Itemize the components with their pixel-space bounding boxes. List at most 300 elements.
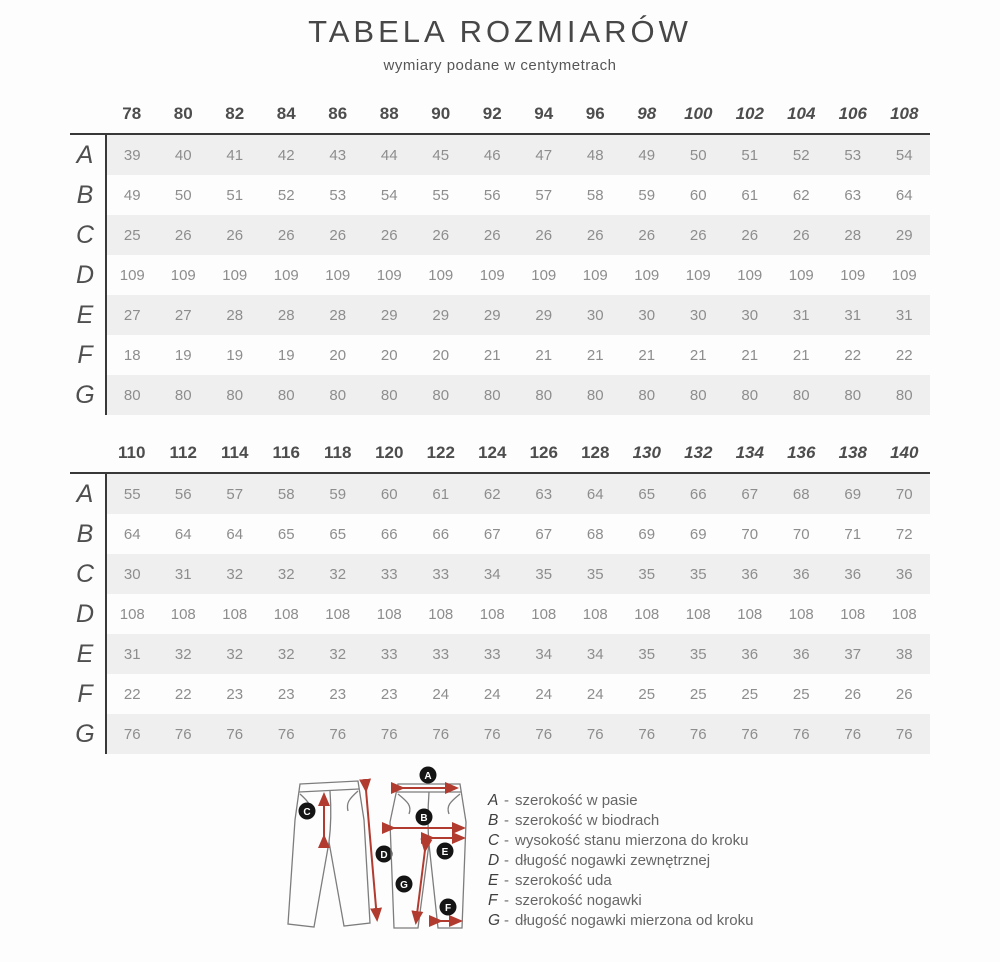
measure-cell: 48 bbox=[570, 134, 622, 175]
measure-cell: 31 bbox=[879, 295, 931, 335]
measure-cell: 69 bbox=[638, 525, 656, 543]
measure-cell: 23 bbox=[226, 685, 244, 703]
legend-label: długość nogawki zewnętrznej bbox=[515, 852, 711, 869]
measure-cell: 76 bbox=[827, 714, 879, 754]
measure-cell: 60 bbox=[689, 186, 707, 204]
measure-cell: 18 bbox=[123, 346, 141, 364]
legend-separator: - bbox=[504, 792, 509, 809]
size-header-cell: 94 bbox=[534, 104, 554, 123]
measure-cell: 80 bbox=[827, 375, 879, 415]
measure-row-g bbox=[70, 714, 930, 754]
page-title: TABELA ROZMIARÓW bbox=[308, 14, 692, 49]
measure-cell: 31 bbox=[158, 554, 210, 594]
measure-cell: 80 bbox=[621, 375, 673, 415]
legend-label: szerokość nogawki bbox=[515, 892, 642, 909]
measure-cell: 60 bbox=[364, 473, 416, 514]
measure-cell: 35 bbox=[570, 554, 622, 594]
measure-cell: 108 bbox=[891, 605, 917, 623]
measure-cell: 31 bbox=[106, 634, 158, 674]
measure-cell: 58 bbox=[261, 473, 313, 514]
measure-row-d bbox=[70, 255, 930, 295]
measure-cell: 34 bbox=[467, 554, 519, 594]
measure-cell: 30 bbox=[570, 295, 622, 335]
measure-cell: 30 bbox=[621, 295, 673, 335]
size-header-cell: 100 bbox=[684, 104, 713, 123]
measure-cell: 67 bbox=[724, 473, 776, 514]
measure-cell: 36 bbox=[827, 554, 879, 594]
size-header-cell: 122 bbox=[426, 443, 455, 462]
measure-cell: 26 bbox=[724, 215, 776, 255]
row-label: C bbox=[70, 554, 106, 594]
measure-cell: 109 bbox=[737, 266, 763, 284]
measure-cell: 109 bbox=[531, 266, 557, 284]
legend-item-a bbox=[488, 791, 753, 811]
measure-cell: 33 bbox=[364, 634, 416, 674]
measure-cell: 108 bbox=[840, 605, 866, 623]
measure-cell: 72 bbox=[895, 525, 913, 543]
measure-cell: 36 bbox=[724, 554, 776, 594]
measure-cell: 56 bbox=[483, 186, 501, 204]
legend-separator: - bbox=[504, 812, 509, 829]
size-header-cell: 102 bbox=[735, 104, 764, 123]
measure-cell: 27 bbox=[158, 295, 210, 335]
measure-cell: 30 bbox=[106, 554, 158, 594]
measure-cell: 59 bbox=[312, 473, 364, 514]
measure-row-c bbox=[70, 554, 930, 594]
measure-cell: 28 bbox=[312, 295, 364, 335]
measure-cell: 46 bbox=[467, 134, 519, 175]
measure-cell: 76 bbox=[312, 714, 364, 754]
measure-cell: 108 bbox=[737, 605, 763, 623]
row-label: G bbox=[70, 714, 106, 754]
measure-cell: 55 bbox=[432, 186, 450, 204]
measure-cell: 23 bbox=[277, 685, 295, 703]
size-header-cell: 116 bbox=[272, 443, 300, 462]
measure-cell: 40 bbox=[158, 134, 210, 175]
measure-cell: 109 bbox=[891, 266, 917, 284]
measure-cell: 80 bbox=[776, 375, 828, 415]
measure-cell: 50 bbox=[174, 186, 192, 204]
measure-cell: 63 bbox=[844, 186, 862, 204]
measure-row-d bbox=[70, 594, 930, 634]
measure-cell: 80 bbox=[312, 375, 364, 415]
measure-cell: 44 bbox=[364, 134, 416, 175]
badge-d bbox=[376, 846, 393, 863]
svg-text:G: G bbox=[400, 880, 408, 891]
measure-cell: 59 bbox=[638, 186, 656, 204]
measure-cell: 76 bbox=[467, 714, 519, 754]
legend-item-g bbox=[488, 911, 753, 931]
measure-cell: 42 bbox=[261, 134, 313, 175]
measure-cell: 108 bbox=[428, 605, 454, 623]
measure-cell: 109 bbox=[634, 266, 660, 284]
measure-cell: 26 bbox=[570, 215, 622, 255]
measure-cell: 109 bbox=[170, 266, 196, 284]
row-label: F bbox=[70, 674, 106, 714]
size-header-cell: 128 bbox=[581, 443, 610, 462]
measure-cell: 109 bbox=[479, 266, 505, 284]
measure-cell: 36 bbox=[776, 634, 828, 674]
legend-label: szerokość uda bbox=[515, 872, 612, 889]
header-corner-cell bbox=[70, 433, 106, 473]
measure-cell: 68 bbox=[776, 473, 828, 514]
measure-cell: 109 bbox=[222, 266, 248, 284]
measure-cell: 69 bbox=[827, 473, 879, 514]
size-header-cell: 78 bbox=[122, 104, 142, 123]
measure-cell: 58 bbox=[586, 186, 604, 204]
measure-cell: 36 bbox=[879, 554, 931, 594]
measure-cell: 21 bbox=[586, 346, 604, 364]
page-subtitle: wymiary podane w centymetrach bbox=[383, 57, 617, 74]
measure-cell: 39 bbox=[106, 134, 158, 175]
size-header-cell: 92 bbox=[482, 104, 502, 123]
measure-cell: 52 bbox=[277, 186, 295, 204]
measure-cell: 22 bbox=[123, 685, 141, 703]
measure-cell: 108 bbox=[273, 605, 299, 623]
measure-cell: 68 bbox=[586, 525, 604, 543]
measure-cell: 31 bbox=[776, 295, 828, 335]
measure-cell: 108 bbox=[170, 605, 196, 623]
measure-cell: 76 bbox=[776, 714, 828, 754]
badge-g bbox=[396, 876, 413, 893]
size-header-cell: 110 bbox=[118, 443, 146, 462]
size-header-cell: 120 bbox=[375, 443, 404, 462]
svg-text:E: E bbox=[441, 847, 449, 858]
row-label: B bbox=[70, 514, 106, 554]
measure-cell: 69 bbox=[689, 525, 707, 543]
row-label: C bbox=[70, 215, 106, 255]
legend-letter: E bbox=[488, 872, 499, 889]
measure-cell: 30 bbox=[724, 295, 776, 335]
measure-cell: 26 bbox=[844, 685, 862, 703]
measure-cell: 47 bbox=[518, 134, 570, 175]
measure-cell: 45 bbox=[415, 134, 467, 175]
measure-cell: 26 bbox=[364, 215, 416, 255]
measure-cell: 21 bbox=[741, 346, 759, 364]
measure-cell: 76 bbox=[879, 714, 931, 754]
measure-cell: 28 bbox=[827, 215, 879, 255]
measure-cell: 61 bbox=[415, 473, 467, 514]
size-header-cell: 84 bbox=[276, 104, 296, 123]
measure-cell: 29 bbox=[518, 295, 570, 335]
measure-cell: 109 bbox=[582, 266, 608, 284]
measure-cell: 109 bbox=[840, 266, 866, 284]
measure-cell: 32 bbox=[209, 554, 261, 594]
measure-cell: 64 bbox=[895, 186, 913, 204]
measure-cell: 57 bbox=[535, 186, 553, 204]
measure-cell: 80 bbox=[106, 375, 158, 415]
badge-b bbox=[416, 809, 433, 826]
pants-left-outline bbox=[288, 781, 370, 927]
measure-cell: 76 bbox=[415, 714, 467, 754]
measure-cell: 25 bbox=[689, 685, 707, 703]
measure-cell: 80 bbox=[415, 375, 467, 415]
measure-cell: 66 bbox=[432, 525, 450, 543]
row-label: D bbox=[70, 594, 106, 634]
measure-cell: 62 bbox=[467, 473, 519, 514]
measure-row-e bbox=[70, 634, 930, 674]
measure-cell: 24 bbox=[535, 685, 553, 703]
measure-cell: 21 bbox=[483, 346, 501, 364]
measure-cell: 109 bbox=[685, 266, 711, 284]
measure-cell: 54 bbox=[380, 186, 398, 204]
measure-cell: 25 bbox=[741, 685, 759, 703]
size-header-cell: 86 bbox=[328, 104, 348, 123]
measure-cell: 66 bbox=[380, 525, 398, 543]
measure-arrow-d bbox=[366, 790, 377, 919]
measure-cell: 109 bbox=[273, 266, 299, 284]
legend-letter: C bbox=[488, 832, 500, 849]
measure-cell: 64 bbox=[174, 525, 192, 543]
measure-row-b bbox=[70, 175, 930, 215]
size-header-cell: 134 bbox=[735, 443, 764, 462]
size-header-cell: 126 bbox=[529, 443, 558, 462]
measure-row-b bbox=[70, 514, 930, 554]
measure-cell: 62 bbox=[792, 186, 810, 204]
legend-label: szerokość w pasie bbox=[515, 792, 638, 809]
measure-row-a bbox=[70, 473, 930, 514]
measure-cell: 26 bbox=[467, 215, 519, 255]
measure-cell: 57 bbox=[209, 473, 261, 514]
measure-cell: 19 bbox=[277, 346, 295, 364]
measure-cell: 76 bbox=[673, 714, 725, 754]
measure-cell: 108 bbox=[376, 605, 402, 623]
measure-cell: 76 bbox=[518, 714, 570, 754]
size-header-cell: 106 bbox=[838, 104, 867, 123]
size-header-cell: 98 bbox=[637, 104, 657, 123]
legend-item-e bbox=[488, 871, 753, 891]
measure-cell: 70 bbox=[792, 525, 810, 543]
measure-cell: 28 bbox=[209, 295, 261, 335]
row-label: B bbox=[70, 175, 106, 215]
measure-row-a bbox=[70, 134, 930, 175]
legend-item-c bbox=[488, 831, 753, 851]
measure-cell: 30 bbox=[673, 295, 725, 335]
measure-cell: 24 bbox=[483, 685, 501, 703]
legend-label: wysokość stanu mierzona do kroku bbox=[515, 832, 749, 849]
measure-cell: 19 bbox=[226, 346, 244, 364]
measure-cell: 26 bbox=[158, 215, 210, 255]
pants-measurement-diagram bbox=[276, 764, 482, 950]
measure-cell: 35 bbox=[673, 554, 725, 594]
measure-cell: 64 bbox=[570, 473, 622, 514]
svg-text:C: C bbox=[303, 807, 311, 818]
measure-cell: 32 bbox=[209, 634, 261, 674]
measure-cell: 26 bbox=[261, 215, 313, 255]
measure-cell: 43 bbox=[312, 134, 364, 175]
measure-cell: 80 bbox=[570, 375, 622, 415]
legend-label: długość nogawki mierzona od kroku bbox=[515, 912, 754, 929]
measure-cell: 76 bbox=[364, 714, 416, 754]
measure-row-f bbox=[70, 335, 930, 375]
measure-cell: 26 bbox=[415, 215, 467, 255]
measure-cell: 80 bbox=[158, 375, 210, 415]
legend-letter: A bbox=[488, 792, 499, 809]
measure-cell: 76 bbox=[261, 714, 313, 754]
measure-cell: 24 bbox=[586, 685, 604, 703]
measurement-legend bbox=[488, 791, 753, 931]
row-label: A bbox=[70, 473, 106, 514]
legend-item-b bbox=[488, 811, 753, 831]
size-header-cell: 140 bbox=[890, 443, 919, 462]
measure-cell: 61 bbox=[741, 186, 759, 204]
measure-cell: 54 bbox=[879, 134, 931, 175]
measure-cell: 38 bbox=[879, 634, 931, 674]
measure-cell: 35 bbox=[518, 554, 570, 594]
measure-cell: 32 bbox=[261, 554, 313, 594]
measure-cell: 26 bbox=[621, 215, 673, 255]
header bbox=[0, 14, 1000, 74]
measure-cell: 66 bbox=[673, 473, 725, 514]
measure-cell: 109 bbox=[428, 266, 454, 284]
size-header-cell: 104 bbox=[787, 104, 816, 123]
measure-cell: 22 bbox=[174, 685, 192, 703]
measure-cell: 23 bbox=[380, 685, 398, 703]
measure-cell: 33 bbox=[467, 634, 519, 674]
measure-cell: 76 bbox=[570, 714, 622, 754]
measure-cell: 50 bbox=[673, 134, 725, 175]
legend-separator: - bbox=[504, 872, 509, 889]
measure-cell: 22 bbox=[895, 346, 913, 364]
measure-cell: 26 bbox=[776, 215, 828, 255]
measure-cell: 21 bbox=[638, 346, 656, 364]
row-label: G bbox=[70, 375, 106, 415]
measure-cell: 80 bbox=[467, 375, 519, 415]
row-label: E bbox=[70, 634, 106, 674]
size-header-cell: 124 bbox=[478, 443, 507, 462]
measure-cell: 41 bbox=[209, 134, 261, 175]
measure-cell: 51 bbox=[724, 134, 776, 175]
measure-cell: 26 bbox=[209, 215, 261, 255]
measure-cell: 108 bbox=[634, 605, 660, 623]
measure-cell: 108 bbox=[119, 605, 145, 623]
legend-letter: F bbox=[488, 892, 498, 909]
measure-cell: 71 bbox=[844, 525, 862, 543]
size-header-row bbox=[70, 94, 930, 134]
measure-cell: 76 bbox=[209, 714, 261, 754]
measure-row-c bbox=[70, 215, 930, 255]
measure-cell: 26 bbox=[895, 685, 913, 703]
measure-cell: 108 bbox=[582, 605, 608, 623]
measure-cell: 36 bbox=[776, 554, 828, 594]
measure-cell: 109 bbox=[376, 266, 402, 284]
measure-cell: 22 bbox=[844, 346, 862, 364]
measure-cell: 26 bbox=[518, 215, 570, 255]
measure-cell: 32 bbox=[261, 634, 313, 674]
measure-cell: 29 bbox=[879, 215, 931, 255]
row-label: E bbox=[70, 295, 106, 335]
measure-cell: 36 bbox=[724, 634, 776, 674]
size-header-cell: 138 bbox=[838, 443, 867, 462]
svg-text:F: F bbox=[444, 903, 452, 914]
measure-cell: 29 bbox=[467, 295, 519, 335]
badge-a bbox=[420, 767, 437, 784]
legend-label: szerokość w biodrach bbox=[515, 812, 660, 829]
measure-cell: 25 bbox=[792, 685, 810, 703]
legend-item-f bbox=[488, 891, 753, 911]
measure-cell: 80 bbox=[724, 375, 776, 415]
measure-cell: 34 bbox=[518, 634, 570, 674]
measure-row-f bbox=[70, 674, 930, 714]
measure-cell: 29 bbox=[415, 295, 467, 335]
size-header-cell: 88 bbox=[379, 104, 399, 123]
legend-separator: - bbox=[504, 892, 509, 909]
size-header-cell: 80 bbox=[173, 104, 193, 123]
measure-cell: 76 bbox=[724, 714, 776, 754]
measure-cell: 20 bbox=[432, 346, 450, 364]
measure-cell: 33 bbox=[364, 554, 416, 594]
size-header-cell: 112 bbox=[169, 443, 197, 462]
measure-cell: 26 bbox=[673, 215, 725, 255]
measure-row-e bbox=[70, 295, 930, 335]
measure-cell: 65 bbox=[277, 525, 295, 543]
svg-text:D: D bbox=[380, 850, 388, 861]
size-header-cell: 118 bbox=[324, 443, 352, 462]
legend-letter: B bbox=[488, 812, 499, 829]
measure-cell: 53 bbox=[827, 134, 879, 175]
measure-cell: 33 bbox=[415, 634, 467, 674]
measure-cell: 109 bbox=[119, 266, 145, 284]
measure-cell: 80 bbox=[261, 375, 313, 415]
measure-cell: 64 bbox=[123, 525, 141, 543]
pants-diagram-svg bbox=[276, 764, 482, 950]
badge-e bbox=[437, 843, 454, 860]
measure-cell: 76 bbox=[621, 714, 673, 754]
measure-cell: 20 bbox=[329, 346, 347, 364]
measure-cell: 65 bbox=[621, 473, 673, 514]
badge-c bbox=[299, 803, 316, 820]
row-label: A bbox=[70, 134, 106, 175]
svg-text:B: B bbox=[420, 813, 428, 824]
legend-letter: D bbox=[488, 852, 500, 869]
measure-cell: 21 bbox=[792, 346, 810, 364]
measure-cell: 23 bbox=[329, 685, 347, 703]
size-header-row bbox=[70, 433, 930, 473]
measure-cell: 21 bbox=[535, 346, 553, 364]
size-table-78-108 bbox=[70, 94, 930, 415]
measure-cell: 64 bbox=[226, 525, 244, 543]
measure-cell: 52 bbox=[776, 134, 828, 175]
size-header-cell: 136 bbox=[787, 443, 816, 462]
measure-cell: 109 bbox=[325, 266, 351, 284]
measure-cell: 49 bbox=[621, 134, 673, 175]
measure-cell: 35 bbox=[673, 634, 725, 674]
measure-cell: 55 bbox=[106, 473, 158, 514]
measure-cell: 27 bbox=[106, 295, 158, 335]
measure-cell: 80 bbox=[209, 375, 261, 415]
measure-cell: 35 bbox=[621, 554, 673, 594]
legend-separator: - bbox=[504, 852, 509, 869]
row-label: F bbox=[70, 335, 106, 375]
measure-cell: 67 bbox=[483, 525, 501, 543]
measure-cell: 49 bbox=[123, 186, 141, 204]
measure-cell: 21 bbox=[689, 346, 707, 364]
legend-separator: - bbox=[504, 832, 509, 849]
measure-cell: 67 bbox=[535, 525, 553, 543]
measure-cell: 65 bbox=[329, 525, 347, 543]
measure-cell: 108 bbox=[788, 605, 814, 623]
size-header-cell: 96 bbox=[585, 104, 605, 123]
measure-cell: 32 bbox=[158, 634, 210, 674]
measure-cell: 80 bbox=[364, 375, 416, 415]
measure-cell: 31 bbox=[827, 295, 879, 335]
measure-cell: 108 bbox=[325, 605, 351, 623]
measure-cell: 32 bbox=[312, 554, 364, 594]
measure-cell: 51 bbox=[226, 186, 244, 204]
measure-cell: 28 bbox=[261, 295, 313, 335]
measure-cell: 70 bbox=[879, 473, 931, 514]
measure-cell: 56 bbox=[158, 473, 210, 514]
